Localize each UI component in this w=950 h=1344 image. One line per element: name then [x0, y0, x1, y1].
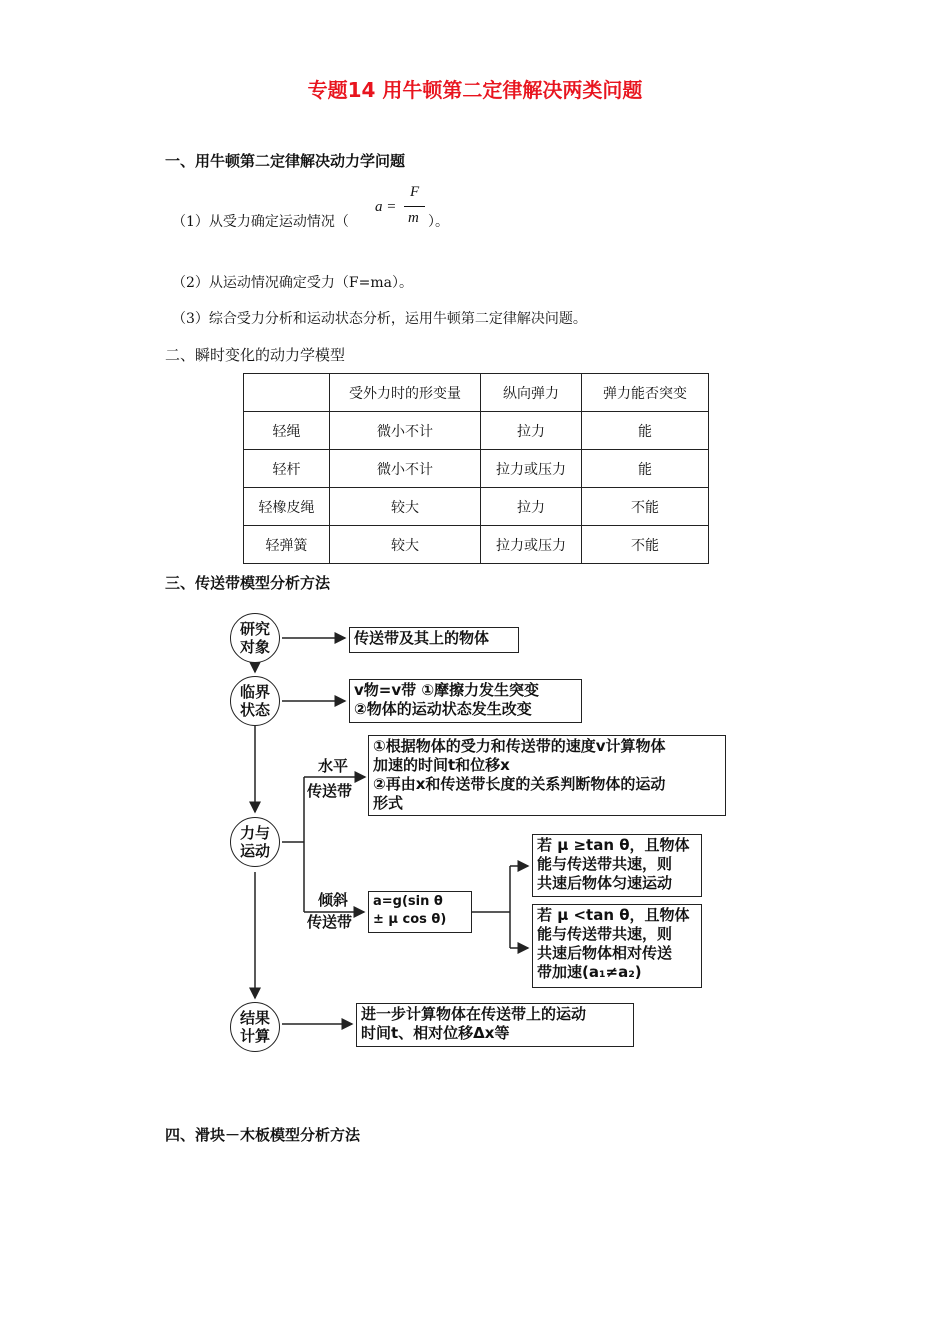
table-cell: 较大: [330, 526, 481, 564]
page-title: 专题14 用牛顿第二定律解决两类问题: [307, 78, 643, 102]
table-cell: 能: [582, 412, 709, 450]
table-cell: 轻绳: [244, 412, 330, 450]
item1-pre: （1）从受力确定运动情况（: [172, 214, 349, 230]
box-line: 时间t、相对位移Δx等: [361, 1024, 510, 1042]
table-cell: 轻杆: [244, 450, 330, 488]
box-line: ②物体的运动状态发生改变: [354, 700, 532, 718]
box-line: 带加速(a₁≠a₂): [537, 963, 642, 981]
box-line: a=g(sin θ: [373, 894, 443, 909]
label-incline-line2: 传送带: [307, 913, 353, 931]
box-critical: [349, 679, 582, 723]
box-case1: [532, 834, 702, 897]
table-cell: 较大: [330, 488, 481, 526]
table-cell: 拉力: [481, 488, 582, 526]
label-horizontal-line1: 水平: [317, 757, 348, 775]
box-line: 若 μ <tan θ，且物体: [537, 906, 690, 924]
box-horizontal-belt: [368, 735, 726, 816]
box-object: 传送带及其上的物体: [349, 627, 519, 653]
table-cell: 不能: [582, 526, 709, 564]
formula-denominator: m: [408, 210, 419, 226]
node-line: 力与: [239, 824, 270, 842]
table-cell: 拉力或压力: [481, 526, 582, 564]
section1-heading: 一、用牛顿第二定律解决动力学问题: [165, 152, 406, 170]
box-line: ②再由x和传送带长度的关系判断物体的运动: [373, 775, 666, 793]
label-horizontal-line2: 传送带: [307, 782, 353, 800]
table-cell: 拉力或压力: [481, 450, 582, 488]
item1-post: ）。: [428, 214, 449, 230]
item3-text: （3）综合受力分析和运动状态分析，运用牛顿第二定律解决问题。: [172, 311, 587, 327]
table-cell: 轻橡皮绳: [244, 488, 330, 526]
node-force-motion: [230, 817, 280, 867]
node-research-object: [230, 613, 280, 663]
box-line: 形式: [373, 794, 404, 812]
box-case2: [532, 904, 702, 988]
section2-heading: 二、瞬时变化的动力学模型: [165, 346, 346, 364]
table-cell: 能: [582, 450, 709, 488]
node-line: 运动: [239, 842, 270, 860]
node-line: 计算: [239, 1027, 270, 1045]
table-header-cell: 纵向弹力: [481, 374, 582, 412]
node-critical-state: [230, 676, 280, 726]
box-line: 进一步计算物体在传送带上的运动: [361, 1005, 587, 1023]
box-result: [356, 1003, 634, 1047]
node-line: 状态: [239, 701, 270, 719]
box-line: 加速的时间t和位移x: [373, 756, 510, 774]
box-line: 共速后物体相对传送: [537, 944, 673, 962]
box-line: 能与传送带共速，则: [537, 855, 673, 873]
section3-heading: 三、传送带模型分析方法: [165, 574, 331, 592]
item2-text: （2）从运动情况确定受力（F=ma）。: [172, 275, 413, 291]
node-line: 临界: [239, 683, 270, 701]
table-cell: 微小不计: [330, 450, 481, 488]
table-cell: 轻弹簧: [244, 526, 330, 564]
section4-heading: 四、滑块－木板模型分析方法: [165, 1126, 361, 1144]
formula-lhs: a =: [375, 199, 397, 215]
node-result-calc: [230, 1002, 280, 1052]
table-header-cell: 弹力能否突变: [582, 374, 709, 412]
box-line: 能与传送带共速，则: [537, 925, 673, 943]
box-incline-formula: [368, 891, 472, 933]
node-line: 结果: [239, 1009, 270, 1027]
box-line: ①根据物体的受力和传送带的速度v计算物体: [373, 737, 666, 755]
table-cell: 拉力: [481, 412, 582, 450]
box-line: ± μ cos θ): [373, 912, 447, 927]
label-incline-line1: 倾斜: [317, 891, 348, 909]
box-line: v物=v带 ①摩擦力发生突变: [354, 681, 540, 699]
formula-numerator: F: [410, 184, 420, 200]
node-line: 研究: [239, 620, 270, 638]
table-header-cell: 受外力时的形变量: [330, 374, 481, 412]
node-line: 对象: [239, 638, 270, 656]
table-cell: 微小不计: [330, 412, 481, 450]
box-line: 若 μ ≥tan θ，且物体: [537, 836, 690, 854]
box-line: 共速后物体匀速运动: [537, 874, 673, 892]
table-cell: 不能: [582, 488, 709, 526]
